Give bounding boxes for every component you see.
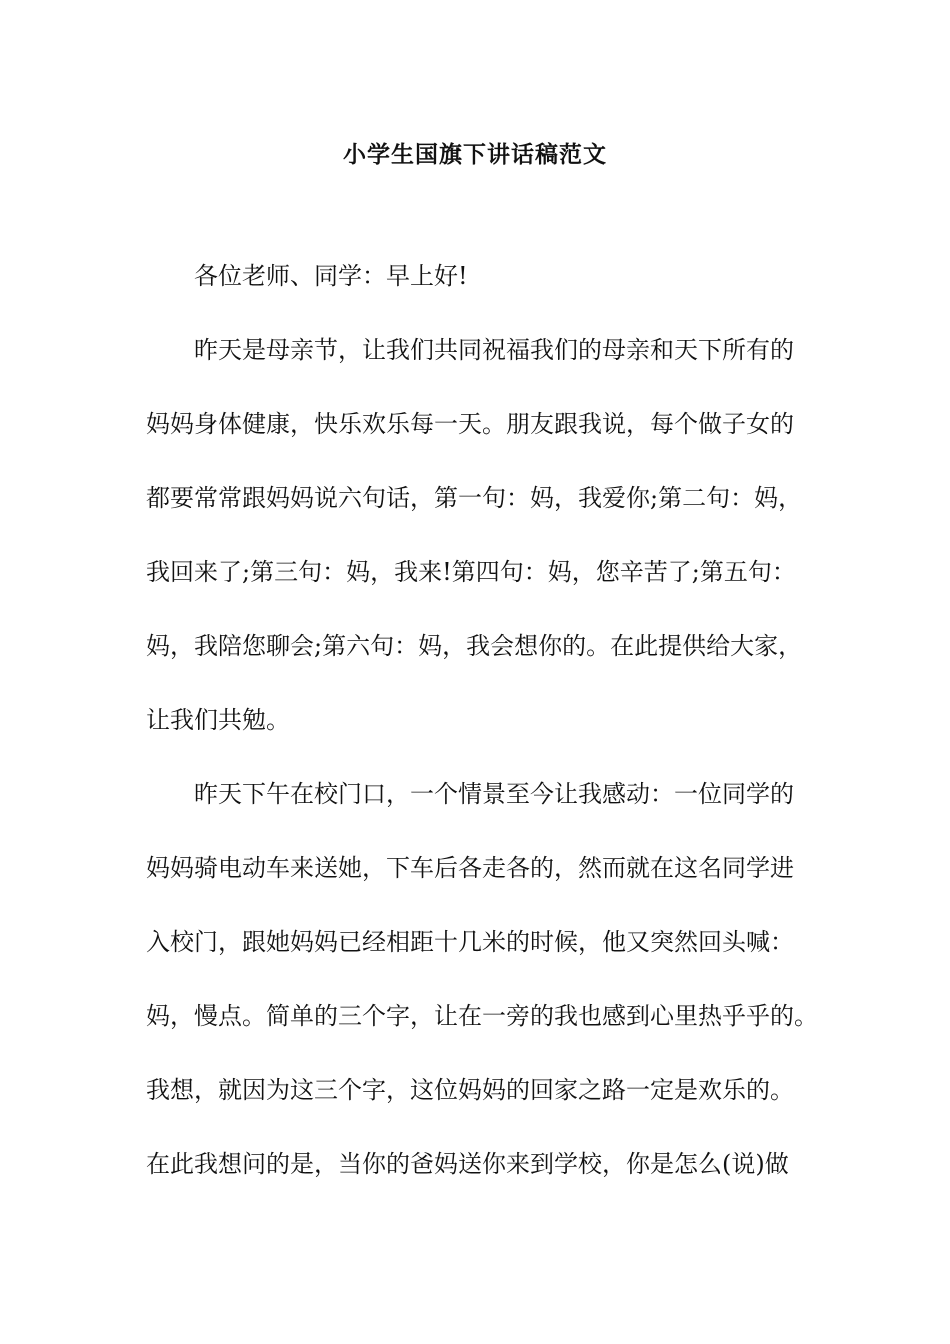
paragraph-line: 让我们共勉。 bbox=[146, 706, 290, 734]
paragraph-line: 妈，慢点。简单的三个字，让在一旁的我也感到心里热乎乎的。 bbox=[146, 1002, 818, 1030]
document-body bbox=[146, 256, 836, 1218]
paragraph-line: 妈妈骑电动车来送她，下车后各走各的，然而就在这名同学进 bbox=[146, 854, 794, 882]
paragraph-line: 都要常常跟妈妈说六句话，第一句：妈，我爱你;第二句：妈， bbox=[146, 484, 803, 512]
paragraph-line: 昨天是母亲节，让我们共同祝福我们的母亲和天下所有的 bbox=[194, 336, 794, 364]
paragraph-greeting: 各位老师、同学：早上好! bbox=[194, 262, 468, 290]
paragraph-line: 我回来了;第三句：妈，我来!第四句：妈，您辛苦了;第五句： bbox=[146, 558, 796, 586]
paragraph-line: 我想，就因为这三个字，这位妈妈的回家之路一定是欢乐的。 bbox=[146, 1076, 794, 1104]
paragraph-line: 在此我想问的是，当你的爸妈送你来到学校，你是怎么(说)做 bbox=[146, 1150, 789, 1178]
document-title: 小学生国旗下讲话稿范文 bbox=[343, 142, 607, 168]
paragraph-line: 昨天下午在校门口，一个情景至今让我感动：一位同学的 bbox=[194, 780, 794, 808]
paragraph-line: 入校门，跟她妈妈已经相距十几米的时候，他又突然回头喊： bbox=[146, 928, 794, 956]
paragraph-line: 妈妈身体健康，快乐欢乐每一天。朋友跟我说，每个做子女的 bbox=[146, 410, 794, 438]
paragraph-line: 妈，我陪您聊会;第六句：妈，我会想你的。在此提供给大家， bbox=[146, 632, 803, 660]
